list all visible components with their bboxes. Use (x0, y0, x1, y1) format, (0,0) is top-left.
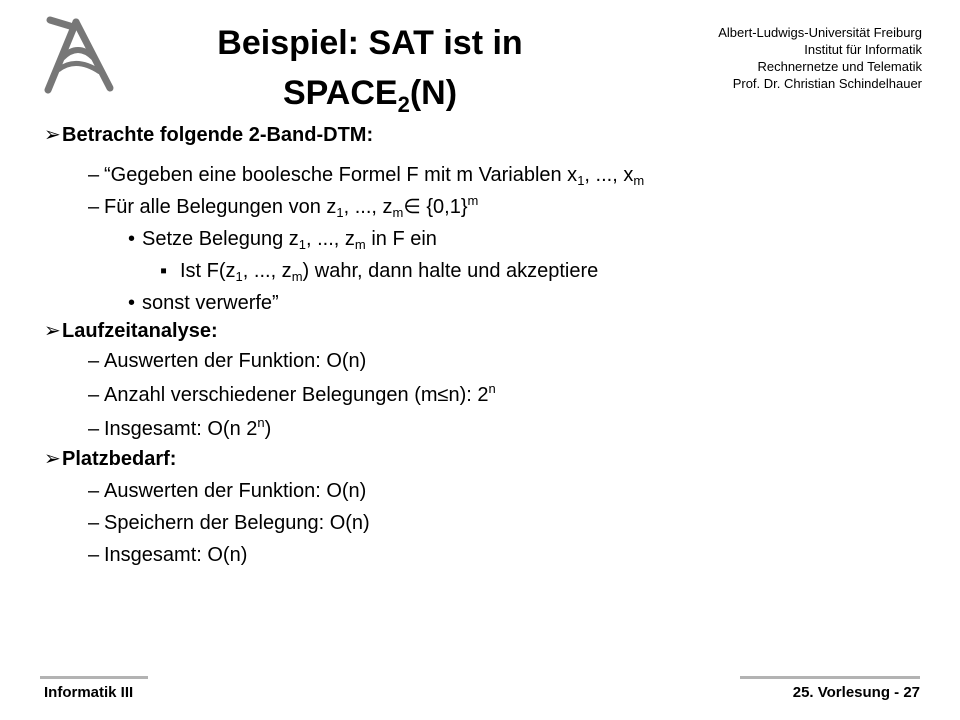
dash-bullet-icon: – (88, 544, 100, 566)
list-item: – Auswerten der Funktion: O(n) (88, 480, 367, 502)
dash-bullet-icon: – (88, 384, 100, 406)
dash-bullet-icon: – (88, 480, 100, 502)
list-item: • sonst verwerfe” (128, 292, 279, 314)
list-item: – Für alle Belegungen von $z_1$, ..., $z_m\in$ $\{0,1\}^m$ (88, 193, 479, 220)
dash-bullet-icon: – (88, 418, 100, 440)
university-logo-icon (38, 12, 118, 94)
list-item: – Auswerten der Funktion: O(n) (88, 350, 367, 372)
list-item: – “Gegeben eine boolesche Formel F mit m Variablen $x_1$, ..., $x_m$ (88, 164, 645, 188)
list-item: – Speichern der Belegung: O(n) (88, 512, 370, 534)
footer-rule-left (40, 676, 148, 679)
footer-rule-right (740, 676, 920, 679)
section-heading-betrachte: ➢Betrachte folgende 2-Band-DTM: (44, 124, 374, 146)
list-item: – Insgesamt: O(n) (88, 544, 248, 566)
institution-line: Prof. Dr. Christian Schindelhauer (732, 76, 922, 91)
title-line-1: Beispiel: SAT ist in (217, 24, 523, 62)
footer-course: Informatik III (44, 684, 134, 701)
institution-line: Rechnernetze und Telematik (757, 59, 922, 74)
square-bullet-icon: ▪ (160, 260, 168, 282)
dash-bullet-icon: – (88, 512, 100, 534)
institution-line: Albert-Ludwigs-Universität Freiburg (718, 25, 922, 40)
institution-block (622, 24, 922, 92)
dash-bullet-icon: – (88, 196, 100, 218)
dot-bullet-icon: • (128, 292, 136, 314)
dash-bullet-icon: – (88, 164, 100, 186)
list-item: – Anzahl verschiedener Belegungen (m≤n): 2$^n$ (88, 381, 496, 406)
title-line-2: $SPACE_2(N)$ (282, 74, 458, 117)
arrow-bullet-icon: ➢ (44, 320, 61, 342)
institution-line: Institut für Informatik (804, 42, 922, 57)
arrow-bullet-icon: ➢ (44, 448, 61, 470)
dash-bullet-icon: – (88, 350, 100, 372)
list-item: – Insgesamt: O(n 2$^n$) (88, 415, 272, 440)
slide-title (200, 18, 540, 118)
list-item: ▪ Ist $F(z_1$, ..., $z_m$) wahr, dann halte und akzeptiere (160, 260, 599, 284)
section-heading-platzbedarf: ➢Platzbedarf: (44, 448, 177, 470)
dot-bullet-icon: • (128, 228, 136, 250)
list-item: • Setze Belegung $z_1$, ..., $z_m$ in F ein (128, 228, 437, 252)
arrow-bullet-icon: ➢ (44, 124, 61, 146)
section-heading-laufzeit: ➢Laufzeitanalyse: (44, 320, 218, 342)
footer-page-number: 25. Vorlesung - 27 (792, 684, 920, 701)
